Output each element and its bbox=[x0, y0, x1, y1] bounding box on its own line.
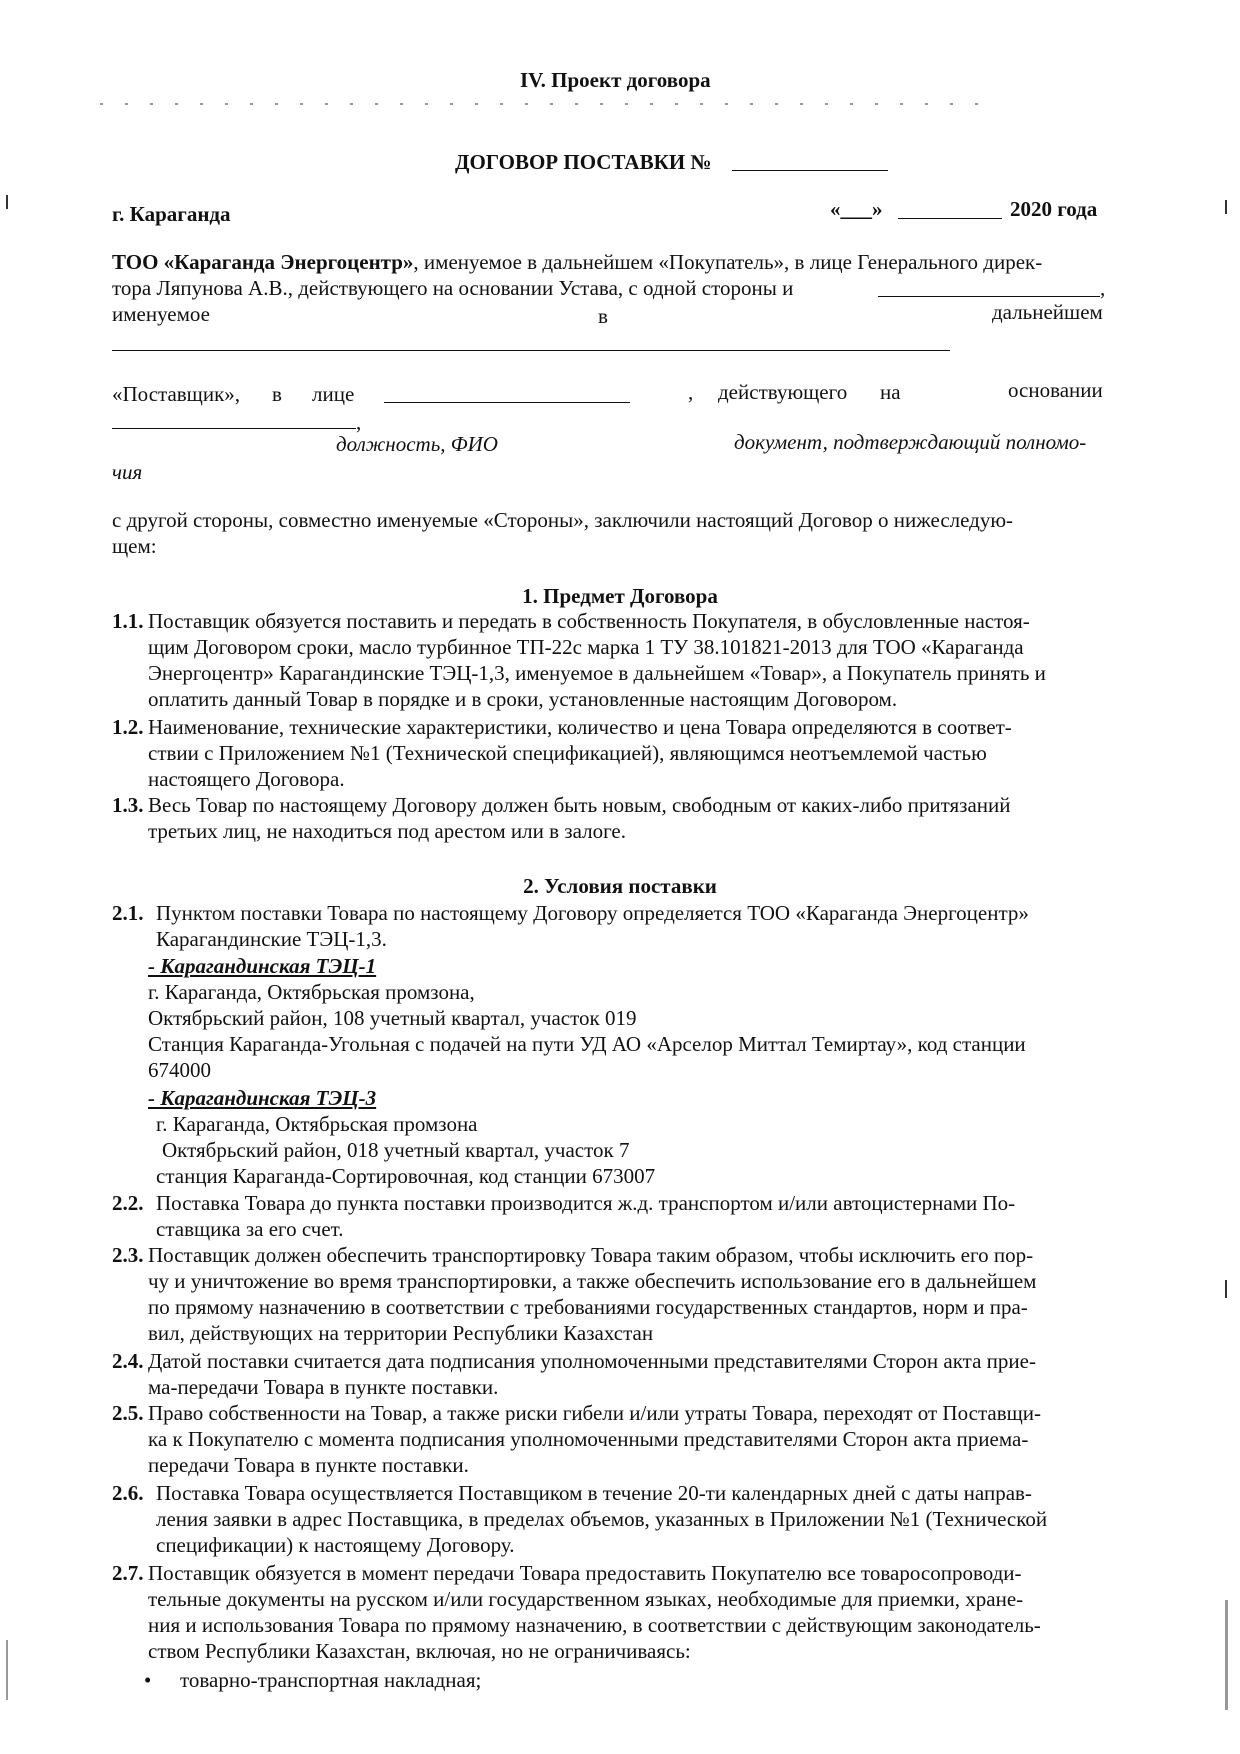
scan-mark bbox=[6, 1640, 8, 1700]
bullet-item bbox=[144, 1668, 481, 1693]
comma: , bbox=[1100, 276, 1106, 300]
preamble-word: лице bbox=[312, 382, 355, 406]
clause-1-3 bbox=[112, 792, 1112, 844]
city: г. Караганда bbox=[112, 202, 231, 226]
clause-line: щим Договором сроки, масло турбинное ТП-22с марка 1 ТУ 38.101821-2013 для ТОО «Караганда bbox=[148, 635, 1024, 659]
clause-line: ления заявки в адрес Поставщика, в пределах объемов, указанных в Приложении №1 (Технической bbox=[156, 1507, 1048, 1531]
bullet-dot-icon: • bbox=[144, 1668, 152, 1692]
scan-mark bbox=[1225, 1280, 1227, 1298]
comma: , bbox=[356, 410, 362, 434]
clause-2-3 bbox=[112, 1242, 1112, 1346]
preamble-line-1 bbox=[112, 250, 1042, 275]
clause-line: Наименование, технические характеристики, количество и цена Товара определяются в соответ- bbox=[148, 715, 1012, 739]
preamble-word: именуемое bbox=[112, 302, 210, 326]
clause-line: Поставщик обязуется поставить и передать в собственность Покупателя, в обусловленные настоя- bbox=[148, 609, 1030, 633]
supplier-name-blank bbox=[878, 296, 1100, 297]
clause-1-1 bbox=[112, 608, 1112, 712]
clause-line: Энергоцентр» Карагандинские ТЭЦ-1,3, именуемое в дальнейшем «Товар», а Покупатель принять и bbox=[148, 661, 1046, 685]
preamble-word: в bbox=[598, 304, 608, 328]
address-line: Октябрьский район, 108 учетный квартал, участок 019 bbox=[148, 1006, 637, 1030]
clause-line: ствии с Приложением №1 (Технической спецификацией), являющимся неотъемлемой частью bbox=[148, 741, 987, 765]
contract-number-blank bbox=[732, 170, 888, 171]
clause-line: ка к Покупателю с момента подписания уполномоченными представителями Сторон акта приема- bbox=[148, 1427, 1029, 1451]
address-line: станция Караганда-Сортировочная, код станции 673007 bbox=[156, 1164, 656, 1188]
clause-line: ма-передачи Товара в пункте поставки. bbox=[148, 1375, 499, 1399]
tec-3-heading: - Карагандинская ТЭЦ-3 bbox=[148, 1086, 377, 1110]
clause-line: Датой поставки считается дата подписания уполномоченными представителями Сторон акта прие- bbox=[148, 1349, 1036, 1373]
address-line: Станция Караганда-Угольная с подачей на пути УД АО «Арселор Миттал Темиртау», код станции bbox=[148, 1032, 1026, 1056]
supplier-blank-line bbox=[112, 350, 950, 351]
clause-number: 2.4. bbox=[112, 1349, 144, 1373]
clause-line: ния и использования Товара по прямому назначению, в соответствии с действующим законодатель- bbox=[148, 1613, 1041, 1637]
preamble-word: на bbox=[880, 380, 901, 404]
preamble-text: , именуемое в дальнейшем «Покупатель», в лице Генерального дирек- bbox=[413, 250, 1043, 274]
section-2-title: 2. Условия поставки bbox=[523, 874, 717, 898]
tec-1-heading: - Карагандинская ТЭЦ-1 bbox=[148, 954, 377, 978]
clause-line: Пунктом поставки Товара по настоящему Договору определяется ТОО «Караганда Энергоцентр» bbox=[156, 901, 1029, 925]
clause-line: по прямому назначению в соответствии с требованиями государственных стандартов, норм и пра- bbox=[148, 1295, 1028, 1319]
clause-line: вил, действующих на территории Республики Казахстан bbox=[148, 1321, 654, 1345]
clause-2-4 bbox=[112, 1348, 1112, 1400]
preamble-word: , bbox=[688, 380, 694, 404]
representative-blank bbox=[384, 402, 630, 403]
clause-line: ставщика за его счет. bbox=[156, 1217, 344, 1241]
scan-mark bbox=[1225, 200, 1227, 214]
address-line: 674000 bbox=[148, 1058, 211, 1082]
clause-1-2 bbox=[112, 714, 1112, 792]
scan-dotted-line bbox=[0, 100, 1240, 108]
basis-document-blank bbox=[112, 428, 356, 429]
clause-number: 2.1. bbox=[112, 901, 144, 925]
clause-line: Право собственности на Товар, а также риски гибели и/или утраты Товара, переходят от Поставщи- bbox=[148, 1401, 1042, 1425]
document-title: ДОГОВОР ПОСТАВКИ № bbox=[455, 150, 712, 174]
clause-line: Поставщик обязуется в момент передачи Товара предоставить Покупателю все товаросопроводи- bbox=[148, 1561, 1022, 1585]
clause-line: настоящего Договора. bbox=[148, 767, 345, 791]
clause-number: 2.5. bbox=[112, 1401, 144, 1425]
section-1-title: 1. Предмет Договора bbox=[522, 584, 718, 608]
scan-mark bbox=[6, 195, 8, 209]
clause-2-6 bbox=[112, 1480, 1112, 1558]
clause-number: 1.2. bbox=[112, 715, 144, 739]
preamble-closing: с другой стороны, совместно именуемые «Стороны», заключили настоящий Договор о нижеследую- bbox=[112, 508, 1014, 532]
preamble-word: дальнейшем bbox=[992, 300, 1103, 324]
address-line: г. Караганда, Октябрьская промзона, bbox=[148, 980, 475, 1004]
clause-line: оплатить данный Товар в порядке и в сроки, установленные настоящим Договором. bbox=[148, 687, 898, 711]
preamble-line-2: тора Ляпунова А.В., действующего на основании Устава, с одной стороны и bbox=[112, 276, 794, 300]
clause-2-5 bbox=[112, 1400, 1112, 1478]
bullet-text: товарно-транспортная накладная; bbox=[180, 1668, 482, 1692]
clause-line: Весь Товар по настоящему Договору должен быть новым, свободным от каких-либо притязаний bbox=[148, 793, 1011, 817]
address-line: г. Караганда, Октябрьская промзона bbox=[156, 1112, 478, 1136]
scan-mark bbox=[1225, 1600, 1228, 1710]
date-year: 2020 года bbox=[1010, 197, 1098, 221]
clause-line: Поставка Товара до пункта поставки производится ж.д. транспортом и/или автоцистернами По- bbox=[156, 1191, 1016, 1215]
section-title: IV. Проект договора bbox=[520, 68, 711, 92]
clause-line: передачи Товара в пункте поставки. bbox=[148, 1453, 469, 1477]
preamble-word: «Поставщик», bbox=[112, 382, 241, 406]
clause-line: третьих лиц, не находиться под арестом или в залоге. bbox=[148, 819, 626, 843]
clause-2-2 bbox=[112, 1190, 1112, 1242]
clause-2-1 bbox=[112, 900, 1112, 952]
clause-line: Поставщик должен обеспечить транспортировку Товара таким образом, чтобы исключить его пор- bbox=[148, 1243, 1034, 1267]
clause-number: 2.6. bbox=[112, 1481, 144, 1505]
clause-number: 2.3. bbox=[112, 1243, 144, 1267]
preamble-word: действующего bbox=[718, 380, 848, 404]
clause-line: Поставка Товара осуществляется Поставщиком в течение 20-ти календарных дней с даты направ- bbox=[156, 1481, 1032, 1505]
date-day: «___» bbox=[830, 197, 883, 221]
caption-document-cont: чия bbox=[112, 460, 143, 484]
clause-2-7 bbox=[112, 1560, 1112, 1664]
clause-line: спецификации) к настоящему Договору. bbox=[156, 1533, 515, 1557]
caption-position: должность, ФИО bbox=[336, 432, 498, 456]
preamble-word: основании bbox=[1008, 378, 1103, 402]
clause-number: 1.3. bbox=[112, 793, 144, 817]
preamble-word: в bbox=[272, 382, 282, 406]
party-name: ТОО «Караганда Энергоцентр» bbox=[112, 250, 414, 274]
preamble-closing-cont: щем: bbox=[112, 534, 157, 558]
clause-line: ством Республики Казахстан, включая, но не ограничиваясь: bbox=[148, 1639, 691, 1663]
clause-line: чу и уничтожение во время транспортировки, а также обеспечить использование его в дальнейшем bbox=[148, 1269, 1037, 1293]
clause-number: 2.2. bbox=[112, 1191, 144, 1215]
clause-number: 1.1. bbox=[112, 609, 144, 633]
address-line: Октябрьский район, 018 учетный квартал, участок 7 bbox=[162, 1138, 630, 1162]
clause-number: 2.7. bbox=[112, 1561, 144, 1585]
clause-line: тельные документы на русском и/или государственном языках, необходимые для приемки, хране- bbox=[148, 1587, 1024, 1611]
date-month-blank bbox=[898, 218, 1002, 219]
clause-line: Карагандинские ТЭЦ-1,3. bbox=[156, 927, 387, 951]
caption-document: документ, подтверждающий полномо- bbox=[734, 430, 1087, 454]
